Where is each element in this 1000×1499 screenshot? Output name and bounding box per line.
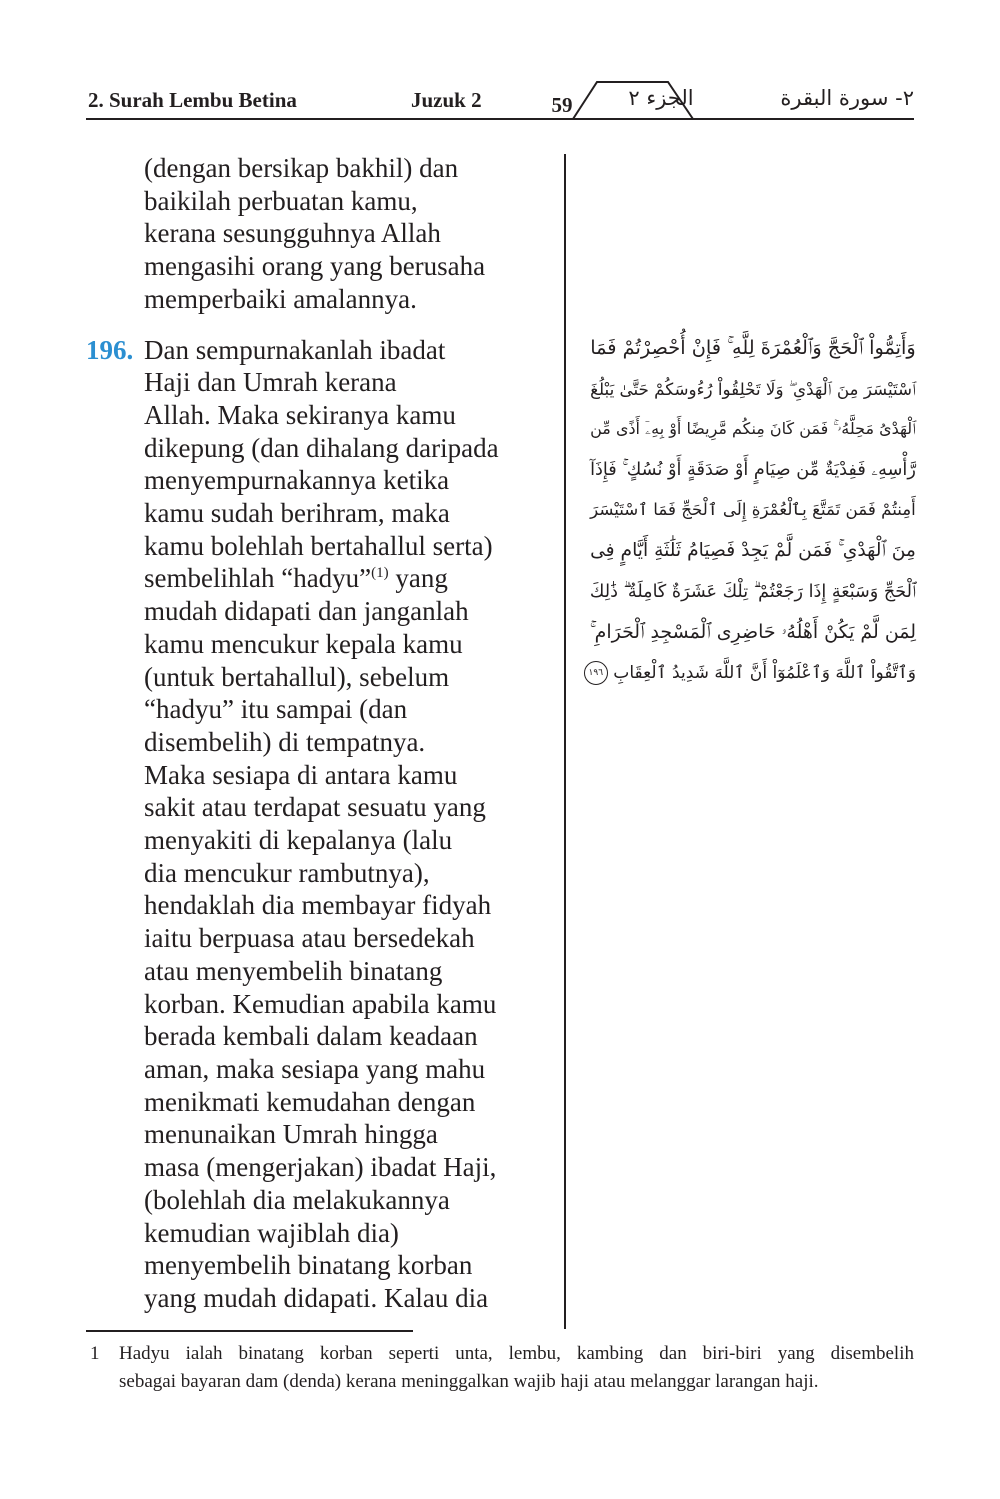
footnote-line-1: Hadyu ialah binatang korban seperti unta, lembu, kambing dan biri-biri yang disembelih <box>119 1343 914 1364</box>
translation-line: hendaklah dia membayar fidyah <box>144 890 492 921</box>
hadyu-line-end: yang <box>388 563 448 594</box>
arabic-line: لِمَن لَّمْ يَكُنْ أَهْلُهُۥ حَاضِرِى ٱلْمَسْجِدِ ٱلْحَرَامِ ۚ <box>589 621 916 644</box>
translation-line: menyakiti di kepalanya (lalu <box>144 825 453 856</box>
translation-line: yang mudah didapati. Kalau dia <box>144 1282 489 1313</box>
translation-line: (dengan bersikap bakhil) dan <box>144 153 459 183</box>
arabic-line: أَمِنتُمْ فَمَن تَمَتَّعَ بِٱلْعُمْرَةِ إِلَى ٱلْحَجِّ فَمَا ٱسْتَيْسَرَ <box>590 500 916 520</box>
translation-line: baikilah perbuatan kamu, <box>144 185 418 216</box>
translation-line: berada kembali dalam keadaan <box>144 1021 478 1052</box>
translation-line: kerana sesungguhnya Allah <box>144 218 441 249</box>
arabic-line: ٱسْتَيْسَرَ مِنَ ٱلْهَدْىِ ۖ وَلَا تَحْلِقُواْ رُءُوسَكُمْ حَتَّىٰ يَبْلُغَ <box>590 378 916 399</box>
translation-line: Haji dan Umrah kerana <box>144 367 397 398</box>
footnote-reference[interactable]: (1) <box>371 565 389 582</box>
page-number: 59 <box>551 93 573 117</box>
translation-line: masa (mengerjakan) ibadat Haji, <box>144 1152 497 1183</box>
translation-line: kamu bolehlah bertahallul serta) <box>144 530 493 561</box>
hadyu-line <box>86 562 556 595</box>
translation-line: (untuk bertahallul), sebelum <box>144 661 450 692</box>
translation-line: mudah didapati dan janganlah <box>144 596 469 627</box>
translation-line: Allah. Maka sekiranya kamu <box>144 399 456 430</box>
juz-label-arabic: الجزء ٢ <box>628 86 694 110</box>
arabic-line: ٱلْهَدْىُ مَحِلَّهُۥ ۚ فَمَن كَانَ مِنكُم مَّرِيضًا أَوْ بِهِۦٓ أَذًى مِّن <box>590 419 916 439</box>
continuation-text <box>86 152 556 316</box>
translation-line: dikepung (dan dihalang daripada <box>144 432 499 463</box>
translation-line: kamu mencukur kepala kamu <box>144 628 463 659</box>
arabic-line-text: وَٱتَّقُواْ ٱللَّهَ وَٱعْلَمُوٓاْ أَنَّ ٱللَّهَ شَدِيدُ ٱلْعِقَابِ <box>613 662 916 683</box>
footnote <box>86 1340 914 1396</box>
arabic-line: رَّأْسِهِۦ فَفِدْيَةٌ مِّن صِيَامٍ أَوْ صَدَقَةٍ أَوْ نُسُكٍ ۚ فَإِذَآ <box>590 459 916 480</box>
translation-line: memperbaiki amalannya. <box>144 283 417 314</box>
hadyu-line-start: sembelihlah “hadyu” <box>144 563 372 594</box>
translation-line: “hadyu” itu sampai (dan <box>144 694 408 725</box>
translation-line: dia mencukur rambutnya), <box>144 857 430 888</box>
page-header <box>86 80 914 120</box>
translation-line: kemudian wajiblah dia) <box>144 1217 399 1248</box>
footnote-text <box>119 1340 914 1396</box>
verse-number: 196. <box>86 334 134 365</box>
juzuk-label-latin: Juzuk 2 <box>411 88 482 112</box>
translation-line: menunaikan Umrah hingga <box>144 1119 438 1150</box>
arabic-verse-column <box>590 328 916 693</box>
translation-line: menyembelih binatang korban <box>144 1250 473 1281</box>
translation-line: atau menyembelih binatang <box>144 955 443 986</box>
footnote-line-2: sebagai bayaran dam (denda) kerana meninggalkan wajib haji atau melanggar larangan haji. <box>119 1371 819 1392</box>
verse-text-b <box>86 595 556 1314</box>
surah-title-arabic: ٢- سورة البقرة <box>780 86 914 110</box>
translation-line: kamu sudah berihram, maka <box>144 498 450 529</box>
ayah-number-marker: ١٩٦ <box>584 661 608 685</box>
translation-column <box>86 152 556 1315</box>
surah-title-latin: 2. Surah Lembu Betina <box>88 88 297 112</box>
header-rule <box>86 118 914 120</box>
translation-line: disembelih) di tempatnya. <box>144 726 426 757</box>
footnote-rule <box>86 1330 413 1332</box>
column-divider <box>564 154 566 1329</box>
arabic-line: ٱلْحَجِّ وَسَبْعَةٍ إِذَا رَجَعْتُمْ ۗ تِلْكَ عَشَرَةٌ كَامِلَةٌ ۗ ذَٰلِكَ <box>589 581 916 602</box>
translation-line: aman, maka sesiapa yang mahu <box>144 1053 486 1084</box>
translation-line: mengasihi orang yang berusaha <box>144 251 486 282</box>
verse-first-line <box>86 334 556 367</box>
arabic-line: مِنَ ٱلْهَدْىِ ۚ فَمَن لَّمْ يَجِدْ فَصِيَامُ ثَلَٰثَةِ أَيَّامٍ فِى <box>590 539 916 561</box>
arabic-line <box>590 653 916 694</box>
translation-line: menyempurnakannya ketika <box>144 465 450 496</box>
verse-text-a <box>86 366 556 562</box>
translation-line: menikmati kemudahan dengan <box>144 1086 476 1117</box>
translation-line: sakit atau terdapat sesuatu yang <box>144 792 486 823</box>
footnote-marker: 1 <box>90 1343 100 1364</box>
translation-line: (bolehlah dia melakukannya <box>144 1184 450 1215</box>
translation-line: iaitu berpuasa atau bersedekah <box>144 923 475 954</box>
arabic-line: وَأَتِمُّواْ ٱلْحَجَّ وَٱلْعُمْرَةَ لِلَّهِ ۚ فَإِنْ أُحْصِرْتُمْ فَمَا <box>590 336 916 359</box>
translation-line: Maka sesiapa di antara kamu <box>144 759 458 790</box>
translation-line: korban. Kemudian apabila kamu <box>144 988 497 1019</box>
arabic-lines <box>590 328 916 693</box>
verse-first-line-text: Dan sempurnakanlah ibadat <box>144 334 446 365</box>
